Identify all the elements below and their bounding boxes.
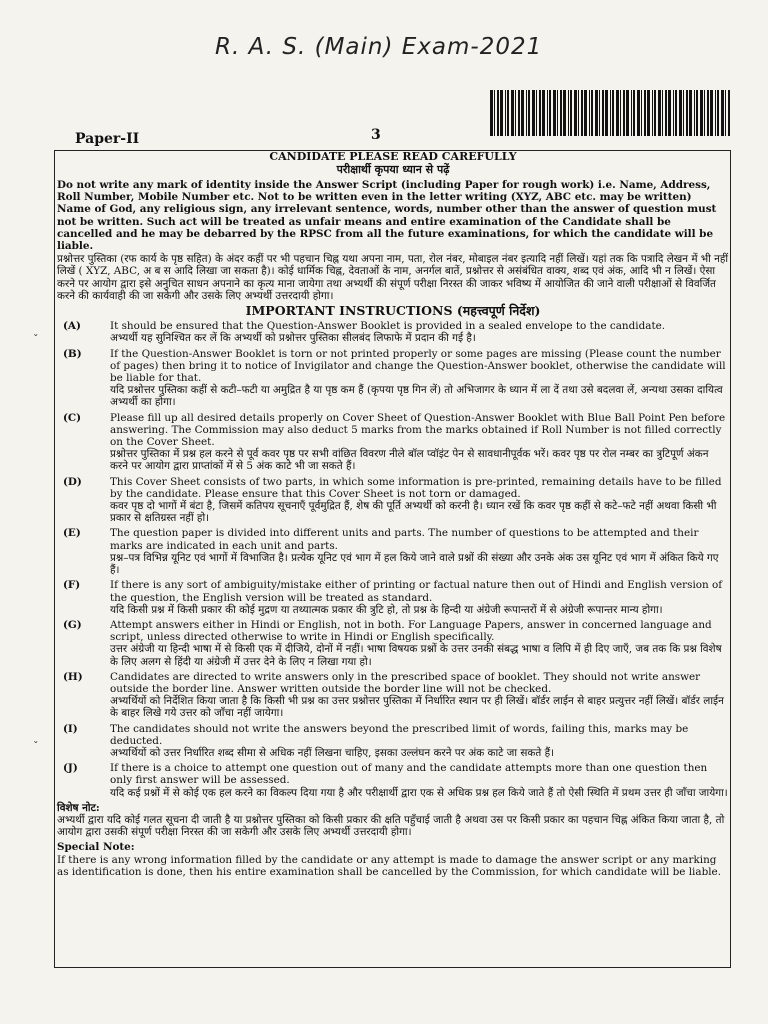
paper-label: Paper-II <box>75 131 140 147</box>
margin-mark: ˇ <box>33 333 39 346</box>
instruction-text-en: Attempt answers either in Hindi or English, not in both. For Language Papers, answer in concerned language and script, unless directed otherwise to write in Hindi or English specifically. <box>110 618 712 644</box>
instruction-label: (F) <box>63 579 81 592</box>
instruction-text-hi: अभ्यर्थी यह सुनिश्चित कर लें कि अभ्यर्थी को प्रश्नोत्तर पुस्तिका सीलबंद लिफाफे में प्रदान की गई है। <box>110 332 476 345</box>
instruction-text <box>110 476 729 525</box>
instruction-text <box>110 762 729 799</box>
special-note-en: If there is any wrong information filled by the candidate or any attempt is made to damage the answer script or any marking as identification is done, then his entire examination shall be cancelled by the Commission, for which candidate will be liable. <box>57 853 721 878</box>
instruction-item <box>57 579 729 616</box>
instruction-text-hi: अभ्यर्थियों को उत्तर निर्धारित शब्द सीमा से अधिक नहीं लिखना चाहिए, इसका उल्लंघन करने पर अंक काटे जा सकते हैं। <box>110 746 555 759</box>
instruction-text-hi: कवर पृष्ठ दो भागों में बंटा है, जिसमें कतिपय सूचनाएँ पूर्वमुद्रित हैं, शेष की पूर्ति अभ्यर्थी को करनी है। ध्यान रखें कि कवर पृष्ठ कहीं से कटे–फटे नहीं अथवा किसी भी प्रकार से क्षतिग्रस्त नहीं हो। <box>110 500 717 525</box>
instruction-text <box>110 320 729 344</box>
instructions-content <box>57 151 729 878</box>
instruction-text-hi: यदि कई प्रश्नों में से कोई एक हल करने का विकल्प दिया गया है और परीक्षार्थी द्वारा एक से अधिक प्रश्न हल किये जाते हैं तो ऐसी स्थिति में प्रथम उत्तर ही जाँचा जायेगा। <box>110 786 728 799</box>
notice-paragraph-hi: प्रश्नोत्तर पुस्तिका (रफ कार्य के पृष्ठ सहित) के अंदर कहीं पर भी पहचान चिह्न यथा अपना नाम, पता, रोल नंबर, मोबाइल नंबर इत्यादि नहीं लिखें। यहां तक कि पत्रादि लेखन में भी नहीं लिखें ( XYZ, ABC, अ ब स आदि लिखा जा सकता है)। कोई धार्मिक चिह्न, देवताओं के नाम, अनर्गल बातें, प्रश्नोत्तर से असंबंधित वाक्य, शब्द एवं अंक, आदि भी न लिखें। ऐसा करने पर आयोग द्वारा इसे अनुचित साधन अपनाने का कृत्य माना जायेगा तथा अभ्यर्थी की संपूर्ण परीक्षा निरस्त की जाकर भविष्य में आयोजित की जाने वाली परीक्षाओं से विवर्जित करने की कार्यवाही की जा सकेगी और उसके लिए अभ्यर्थी उत्तरदायी होगा। <box>57 253 729 302</box>
instruction-item <box>57 671 729 720</box>
instruction-label: (J) <box>63 762 78 775</box>
instruction-text-en: If there is any sort of ambiguity/mistake either of printing or factual nature then out of Hindi and English version of the question, the English version will be treated as standard. <box>110 579 723 604</box>
instruction-item <box>57 619 729 668</box>
instruction-item <box>57 412 729 473</box>
instruction-label: (E) <box>63 527 81 540</box>
instruction-text <box>110 348 729 409</box>
instruction-label: (I) <box>63 722 78 735</box>
instruction-label: (D) <box>63 475 82 488</box>
instruction-text-en: Candidates are directed to write answers only in the prescribed space of booklet. They should not write answer outside the border line. Answer written outside the border line will not be checked. <box>110 670 701 695</box>
instruction-text <box>110 723 729 760</box>
instruction-text-hi: प्रश्नोत्तर पुस्तिका में प्रश्न हल करने से पूर्व कवर पृष्ठ पर सभी वांछित विवरण नीले बॉल प्वॉइंट पेन से सावधानीपूर्वक भरें। कवर पृष्ठ पर रोल नम्बर का त्रुटिपूर्ण अंकन करने पर आयोग द्वारा प्राप्तांकों में से 5 अंक काटे भी जा सकते हैं। <box>110 448 709 473</box>
instruction-text-en: Please fill up all desired details properly on Cover Sheet of Question-Answer Booklet with Blue Ball Point Pen before answering. The Commission may also deduct 5 marks from the marks obtained if Roll Number is not filled correctly on the Cover Sheet. <box>110 411 726 449</box>
instruction-label: (B) <box>63 347 82 360</box>
notice-title-hi: परीक्षार्थी कृपया ध्यान से पढ़ें <box>336 162 450 176</box>
instruction-item <box>57 320 729 344</box>
instruction-text-en: If the Question-Answer Booklet is torn or not printed properly or some pages are missing (Please count the number of pages) then bring it to notice of Invigilator and change the Question-Answer booklet, otherwise the candidate will be liable for that. <box>110 347 726 385</box>
instruction-label: (G) <box>63 618 82 631</box>
instruction-text-en: It should be ensured that the Question-Answer Booklet is provided in a sealed envelope to the candidate. <box>110 320 666 333</box>
instruction-text <box>110 671 729 720</box>
instruction-item <box>57 527 729 576</box>
instruction-item <box>57 476 729 525</box>
notice-title-en: CANDIDATE PLEASE READ CAREFULLY <box>269 150 517 163</box>
instruction-text <box>110 527 729 576</box>
instruction-label: (A) <box>63 320 81 333</box>
instruction-label: (C) <box>63 411 82 424</box>
instruction-label: (H) <box>63 670 83 683</box>
instruction-item <box>57 762 729 799</box>
instruction-text-en: This Cover Sheet consists of two parts, in which some information is pre-printed, remaining details have to be filled by the candidate. Please ensure that this Cover Sheet is not torn or damaged. <box>110 475 722 500</box>
instruction-text-hi: यदि किसी प्रश्न में किसी प्रकार की कोई मुद्रण या तथ्यात्मक प्रकार की त्रुटि हो, तो प्रश्न के हिन्दी या अंग्रेजी रूपान्तरों में से अंग्रेजी रूपान्तर मान्य होगा। <box>110 603 663 616</box>
special-note-en-title: Special Note: <box>57 841 135 854</box>
instruction-text-hi: प्रश्न–पत्र विभिन्न यूनिट एवं भागों में विभाजित है। प्रत्येक यूनिट एवं भाग में हल किये जाने वाले प्रश्नों की संख्या और उनके अंक उस यूनिट एवं भाग में अंकित किये गए हैं। <box>110 551 719 577</box>
instruction-text-en: The candidates should not write the answers beyond the prescribed limit of words, failing this, marks may be deducted. <box>110 722 689 747</box>
special-note-hi-title: विशेष नोट: <box>57 801 100 814</box>
handwritten-exam-title: R. A. S. (Main) Exam-2021 <box>215 34 543 60</box>
instruction-text-hi: उत्तर अंग्रेजी या हिन्दी भाषा में से किसी एक में दीजिये, दोनों में नहीं। भाषा विषयक प्रश्नों के उत्तर उनकी संबद्ध भाषा व लिपि में ही दिए जाएँ, जब तक कि प्रश्न विशेष के लिए अलग से हिंदी या अंग्रेजी में उत्तर देने के लिए न लिखा गया हो। <box>110 643 722 668</box>
instruction-text-hi: यदि प्रश्नोत्तर पुस्तिका कहीं से कटी–फटी या अमुद्रित है या पृष्ठ कम हैं (कृपया पृष्ठ गिन लें) तो अभिजागर के ध्यान में ला दें तथा उसे बदलवा लें, अन्यथा उसका दायित्व अभ्यर्थी का होगा। <box>110 384 723 409</box>
barcode-image <box>490 90 732 136</box>
margin-mark: ˇ <box>33 740 39 753</box>
instruction-list <box>57 320 729 799</box>
instruction-text-en: If there is a choice to attempt one question out of many and the candidate attempts more than one question then only first answer will be assessed. <box>110 762 708 787</box>
instruction-text <box>110 619 729 668</box>
instructions-heading: IMPORTANT INSTRUCTIONS (महत्त्वपूर्ण निर्देश) <box>245 303 541 319</box>
instruction-text-hi: अभ्यर्थियों को निर्देशित किया जाता है कि किसी भी प्रश्न का उत्तर प्रश्नोत्तर पुस्तिका में निर्धारित स्थान पर ही लिखें। बॉर्डर लाईन से बाहर प्रत्युत्तर नहीं लिखें। बॉर्डर लाईन के बाहर लिखे गये उत्तर को जाँचा नहीं जायेगा। <box>110 695 724 720</box>
instruction-item <box>57 723 729 760</box>
instruction-text-en: The question paper is divided into different units and parts. The number of questions to be attempted and their marks are indicated in each unit and parts. <box>110 527 699 552</box>
instruction-text <box>110 579 729 616</box>
page-number: 3 <box>371 127 381 143</box>
instruction-text <box>110 412 729 473</box>
instruction-item <box>57 348 729 409</box>
notice-paragraph-en: Do not write any mark of identity inside the Answer Script (including Paper for rough work) i.e. Name, Address, Roll Number, Mobile Number etc. Not to be written even in the letter writing (XYZ, ABC etc. may be written) Name of God, any religious sign, any irrelevant sentence, words, number other than the answer of question must not be written. Such act will be treated as unfair means and entire examination of the Candidate shall be cancelled and he may be debarred by the RPSC from all the future examinations, for which the candidate will be liable. <box>57 179 717 253</box>
special-note-hi: अभ्यर्थी द्वारा यदि कोई गलत सूचना दी जाती है या प्रश्नोत्तर पुस्तिका को किसी प्रकार की क्षति पहुँचाई जाती है अथवा उस पर किसी प्रकार का पहचान चिह्न अंकित किया जाता है, तो आयोग द्वारा उसकी संपूर्ण परीक्षा निरस्त की जा सकेगी और उसके लिए अभ्यर्थी उत्तरदायी होगा। <box>57 813 725 839</box>
